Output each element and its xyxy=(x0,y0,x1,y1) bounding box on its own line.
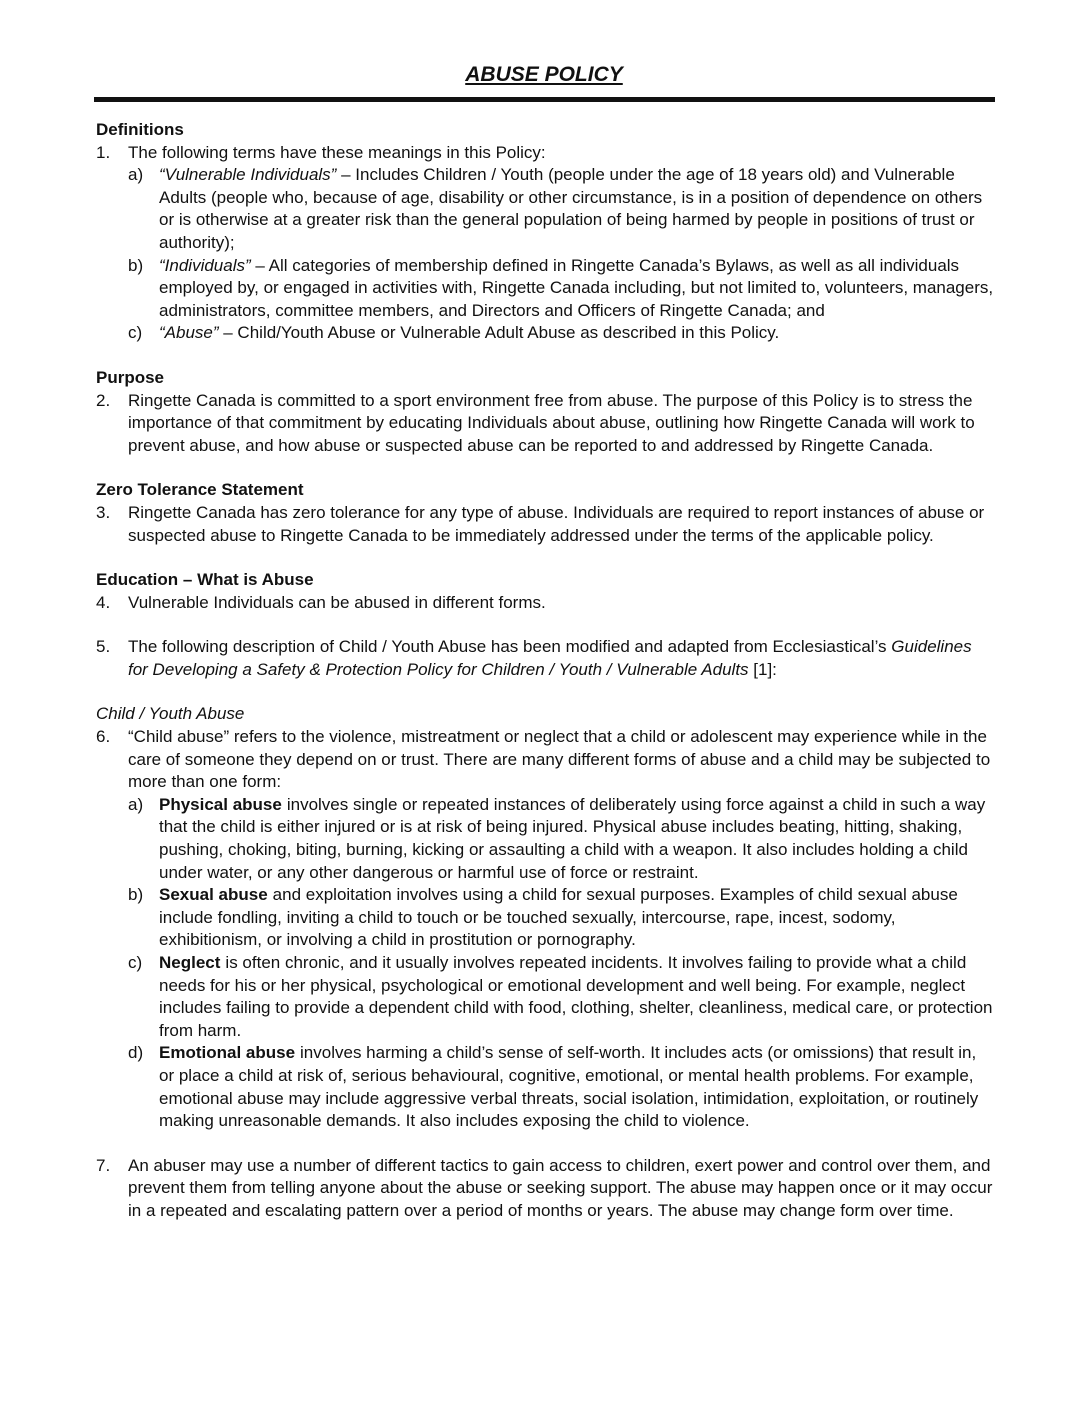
sub-letter: b) xyxy=(128,255,144,275)
sub-letter: d) xyxy=(128,1043,144,1063)
document-body xyxy=(96,119,996,1223)
abuse-type-physical xyxy=(96,794,996,884)
sub-letter: c) xyxy=(128,323,143,343)
section-purpose xyxy=(96,367,996,457)
sub-letter: b) xyxy=(128,885,144,905)
section-definitions xyxy=(96,119,996,345)
heading-definitions: Definitions xyxy=(96,120,184,139)
sub-letter: a) xyxy=(128,165,144,185)
item-number: 2. xyxy=(96,390,111,410)
definition-text: – Child/Youth Abuse or Vulnerable Adult Abuse as described in this Policy. xyxy=(218,323,780,343)
item-text: Vulnerable Individuals can be abused in different forms. xyxy=(128,592,546,612)
sub-letter: c) xyxy=(128,953,143,972)
term: Sexual abuse xyxy=(159,885,268,905)
item-number: 5. xyxy=(96,637,111,657)
list-item-1 xyxy=(96,142,996,165)
item-text: An abuser may use a number of different tactics to gain access to children, exert power and control over them, and prevent them from telling anyone about the abuse or seeking support. The abuse may happen once or it may occur in a repeated and escalating pattern over a period of months or years. The abuse may change form over time. xyxy=(128,1155,993,1220)
subheading-child-youth-abuse: Child / Youth Abuse xyxy=(96,704,245,724)
abuse-type-emotional xyxy=(96,1042,996,1132)
item-text: Ringette Canada has zero tolerance for any type of abuse. Individuals are required to report instances of abuse or suspected abuse to Ringette Canada to be immediately addressed under the terms of the applicable policy. xyxy=(128,502,985,545)
sub-letter: a) xyxy=(128,794,144,814)
item-number: 1. xyxy=(96,142,111,162)
definition-text: – Includes Children / Youth (people under the age of 18 years old) and Vulnerable Adults (people who, because of age, disability or other circumstance, is in a position of dependence on others or is otherwise at a greater risk than the general population of being harmed by people in positions of trust or authority); xyxy=(159,165,983,252)
item-text: The following description of Child / Youth Abuse has been modified and adapted from Ecclesiastical’s xyxy=(128,637,887,657)
definition-text: is often chronic, and it usually involves repeated incidents. It involves failing to provide what a child needs for his or her physical, psychological or emotional development and well being. For example, neglect includes failing to provide a dependent child with food, clothing, shelter, cleanliness, medical care, or protection from harm. xyxy=(159,953,993,1040)
definition-text: – All categories of membership defined in Ringette Canada’s Bylaws, as well as all individuals employed by, or engaged in activities with, Ringette Canada including, but not limited to, volunteers, managers, administrators, committee members, and Directors and Officers of Ringette Canada; and xyxy=(159,255,994,320)
title-rule xyxy=(94,97,995,102)
term: “Vulnerable Individuals” xyxy=(159,165,337,185)
term: “Abuse” xyxy=(159,323,219,343)
list-item-4 xyxy=(96,592,996,615)
list-item-7 xyxy=(96,1155,996,1223)
heading-purpose: Purpose xyxy=(96,367,165,387)
item-number: 4. xyxy=(96,592,111,612)
definition-individuals xyxy=(96,255,996,323)
list-item-5 xyxy=(96,636,996,681)
citation-ref: [1]: xyxy=(748,659,777,679)
abuse-type-sexual xyxy=(96,884,996,952)
section-zero-tolerance xyxy=(96,479,996,547)
term: Physical abuse xyxy=(159,794,282,814)
section-education xyxy=(96,569,996,1222)
list-item-3 xyxy=(96,502,996,547)
item-text: The following terms have these meanings in this Policy: xyxy=(128,142,546,162)
definition-vulnerable-individuals xyxy=(96,164,996,254)
heading-education: Education – What is Abuse xyxy=(96,570,314,590)
term: Neglect xyxy=(159,953,221,972)
item-text: Ringette Canada is committed to a sport environment free from abuse. The purpose of this Policy is to stress the importance of that commitment by educating Individuals about abuse, outlining how Ringette Canada will work to prevent abuse, and how abuse or suspected abuse can be reported to and addressed by Ringette Canada. xyxy=(128,390,975,455)
definition-abuse xyxy=(96,322,996,345)
item-number: 6. xyxy=(96,727,111,747)
abuse-type-neglect xyxy=(96,952,996,1042)
term: Emotional abuse xyxy=(159,1043,296,1063)
term: “Individuals” xyxy=(159,255,251,275)
item-number: 3. xyxy=(96,502,111,522)
page-title: ABUSE POLICY xyxy=(465,63,623,86)
item-text: “Child abuse” refers to the violence, mistreatment or neglect that a child or adolescent may experience while in the care of someone they depend on or trust. There are many different forms of abuse and a child may be subjected to more than one form: xyxy=(128,727,991,792)
item-number: 7. xyxy=(96,1155,111,1175)
definition-text: involves harming a child’s sense of self-worth. It includes acts (or omissions) that result in, or place a child at risk of, serious behavioural, cognitive, emotional, or mental health problems. For example, emotional abuse may include aggressive verbal threats, social isolation, intimidation, exploitation, or routinely making unreasonable demands. It also includes exposing the child to violence. xyxy=(159,1043,979,1131)
definition-text: involves single or repeated instances of deliberately using force against a child in such a way that the child is either injured or is at risk of being injured. Physical abuse includes beating, hitting, shaking, pushing, choking, biting, burning, kicking or assaulting a child with a weapon. It also includes holding a child under water, or any other dangerous or harmful use of force or restraint. xyxy=(159,794,986,882)
heading-zero-tolerance: Zero Tolerance Statement xyxy=(96,480,304,500)
definition-text: and exploitation involves using a child for sexual purposes. Examples of child sexual abuse include fondling, inviting a child to touch or be touched sexually, intercourse, rape, incest, sodomy, exhibitionism, or involving a child in prostitution or pornography. xyxy=(159,885,958,950)
cited-title: Guidelines for Developing a Safety & Protection Policy for Children / Youth / Vulnerable Adults xyxy=(128,637,972,679)
list-item-6 xyxy=(96,726,996,794)
list-item-2 xyxy=(96,390,996,458)
